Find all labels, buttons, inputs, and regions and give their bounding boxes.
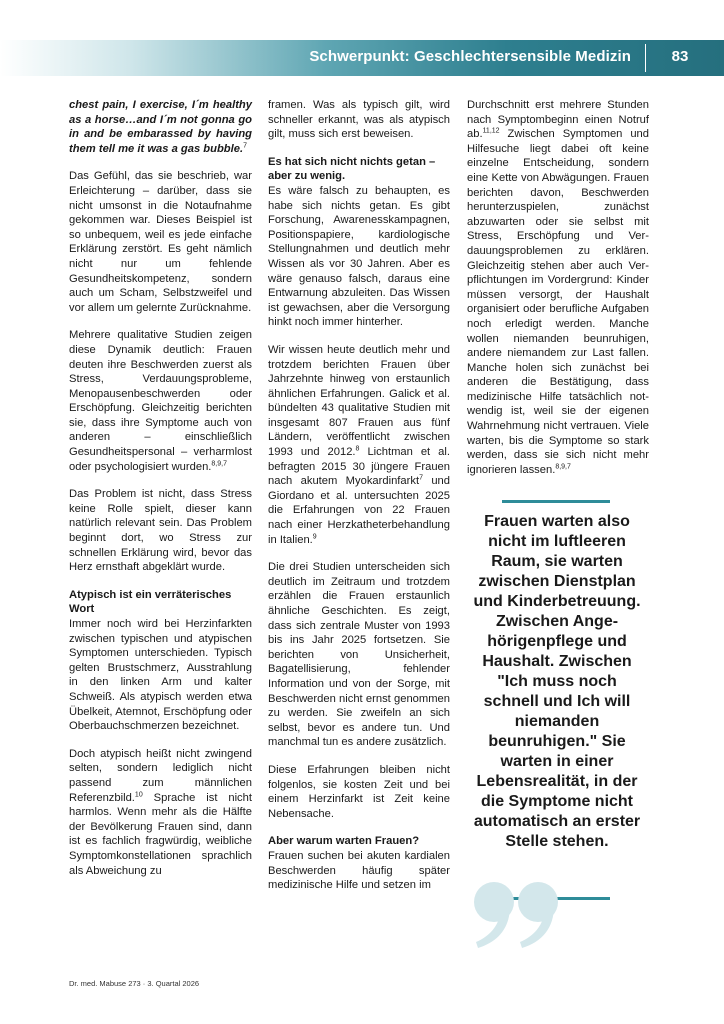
body-paragraph: Mehrere qualitative Studien zeigen diese Dynamik deutlich: Frauen deuten ihre Beschwerden zuerst als Stress, Verdauungsprobleme, Menopausenbeschwerden oder Erschöpfung. Gleichzeitig berichten sie, dass ihre Symptome auch von anderen – einschließlich Gesundheitspersonal – verharmlost oder psychologisiert wurden.$^{8,9,7}$ (69, 329, 252, 473)
body-paragraph: Doch atypisch heißt nicht zwingend selten, sondern lediglich nicht passend zum männlichen Referenzbild.$^{10}$ Sprache ist nicht harmlos. Wenn mehr als die Hälfte der Bevölkerung Frauen sind, dann ist es fachlich fragwürdig, weibliche Symptomkonstellationen sprachlich als Abweichung zu (69, 747, 252, 877)
subheading: Aber warum warten Frauen? (268, 835, 420, 848)
body-paragraph: Diese Erfahrungen bleiben nicht folgenlos, sie kosten Zeit und bei einem Herzinfarkt ist Zeit keine Nebensache. (268, 763, 450, 820)
pull-quote-top-rule (502, 500, 610, 503)
footnote-ref: 8,9,7 (555, 463, 571, 471)
article-column-2 (268, 98, 450, 893)
body-paragraph: Wir wissen heute deutlich mehr und trotzdem berichten Frauen über Jahrzehnte hinweg von erstaunlich ähnlichen Erfahrungen. Galick et al. bündelten 43 qualitative Studien mit insgesamt 807 Frauen aus fünf Ländern, veröffentlicht zwischen 1993 und 2012.$^8$ Lichtman et al. befragten 2015 30 jüngere Frauen nach akutem Myokardinfarkt$^7$ und Giordano et al. untersuchten 2025 die Erfahrungen von 22 Frauen nach einer Herzkatheterbehandlung in Italien.$^9$ (268, 343, 451, 546)
footnote-ref: 7 (243, 142, 247, 150)
closing-quote-mark-icon (470, 880, 565, 950)
footnote-ref: 10 (134, 790, 143, 798)
footnote-ref: 11,12 (482, 127, 500, 135)
quoted-statement: chest pain, I exercise, I´m healthy as a horse…and I´m not gonna go in and be embarassed by having them tell me it was a gas bubble. (69, 99, 252, 155)
page-number: 83 (671, 48, 689, 65)
section-title: Schwerpunkt: Geschlechtersensible Medizin (309, 48, 631, 65)
footnote-ref: 8,9,7 (211, 459, 227, 467)
subheading: Es hat sich nicht nichts getan – aber zu wenig. (268, 155, 436, 183)
article-column-3 (467, 98, 649, 477)
body-paragraph: Das Problem ist nicht, dass Stress keine Rolle spielt, dieser kann natürlich relevant sein. Das Problem beginnt dort, wo Stress zur schnellen Erklärung wird, bevor das Herz ernsthaft abgeklärt wurde. (69, 488, 252, 574)
body-paragraph: Es wäre falsch zu behaupten, es habe sich nichts getan. Es gibt Forschung, Awarenesskampagnen, Positionspapiere, kardiologische Stellungnahmen und deutlich mehr Wissen als vor 30 Jahren. Aber es wäre genauso falsch, daraus eine Entwarnung abzuleiten. Das Wissen ist gewachsen, aber die Versorgung hinkt noch immer hinterher. (268, 184, 450, 329)
footnote-ref: 9 (312, 532, 317, 540)
body-paragraph: framen. Was als typisch gilt, wird schneller erkannt, was als atypisch gilt, muss sich erst beweisen. (268, 99, 450, 141)
pull-quote: Frauen warten also nicht im luftleeren Raum, sie warten zwischen Dienstplan und Kinderbetreuung. Zwischen Angehörigenpflege und Haushalt. Zwischen "Ich muss noch schnell und Ich will niemanden beunruhigen." Sie warten in einer Lebensrealität, in der die Symptome nicht automatisch an erster Stelle stehen. (473, 513, 641, 850)
footnote-ref: 8 (355, 445, 360, 453)
body-paragraph: Das Gefühl, das sie beschrieb, war Erleichterung – darüber, dass sie nicht umsonst in die Notaufnahme gekommen war. Dieses Beispiel ist so unbequem, weil es jede einfache Erklärung zerstört. Es geht nämlich nicht nur um fehlende Gesundheitskompetenz, sondern auch um Scham, Selbstzweifel und vor allem um gelernte Zurücknahme. (69, 170, 252, 314)
header-divider (645, 44, 646, 72)
footnote-ref: 7 (419, 474, 423, 482)
quote-paragraph (69, 98, 252, 156)
body-paragraph: Durchschnitt erst mehrere Stunden nach Symptombeginn einen Notruf ab.$^{11,12}$ Zwischen Symptomen und Hilfesuche liegt dabei oft keine einzelne Entscheidung, sondern eine Kette von Abwägungen. Frauen berichten davon, Beschwerden herunterzuspielen, zunächst abzuwarten oder sie selbst mit Stress, Erschöpfung und Verdauungsproblemen zu erklären. Gleichzeitig stehen aber auch Verpflichtungen im Vordergrund: Kinder müssen versorgt, der Haushalt organisiert oder berufliche Aufgaben noch erledigt werden. Manche wollen niemanden beunruhigen, andere niemandem zur Last fallen. Manche holen sich zunächst bei anderen die Bestätigung, dass medizinische Hilfe tatsächlich notwendig ist, weil sie der eigenen Wahrnehmung nicht vertrauen. Viele warten, bis die Symptome so stark werden, dass sie sich nicht mehr ignorieren lassen.$^{8,9,7}$ (467, 99, 649, 476)
page-footer: Dr. med. Mabuse 273 · 3. Quartal 2026 (69, 979, 200, 988)
body-paragraph: Immer noch wird bei Herzinfarkten zwischen typischen und atypischen Symptomen unterschieden. Typisch gelten Brustschmerz, Ausstrahlung in den linken Arm und kalter Schweiß. Als atypisch werden etwa Übelkeit, Atemnot, Erschöpfung oder Oberbauchschmerzen bezeichnet. (69, 618, 252, 733)
body-paragraph: Die drei Studien unterscheiden sich deutlich im Zeitraum und trotzdem erzählen die Frauen erstaunlich ähnliche Geschichten. Es zeigt, dass sich zentrale Muster von 1993 bis ins Jahr 2025 fortsetzen. Sie berichten von Unsicherheit, Bagatellisierung, fehlender Information und von der Sorge, mit Beschwerden nicht ernst genommen zu werden. Sie zweifeln an sich selbst, bevor es andere tun. Und manchmal tun es andere zusätzlich. (268, 561, 450, 749)
article-column-1 (69, 98, 252, 878)
subheading: Atypisch ist ein verräterisches Wort (69, 588, 232, 616)
body-paragraph: Frauen suchen bei akuten kardialen Beschwerden häufig später medizinische Hilfe und setzen im (268, 849, 450, 892)
